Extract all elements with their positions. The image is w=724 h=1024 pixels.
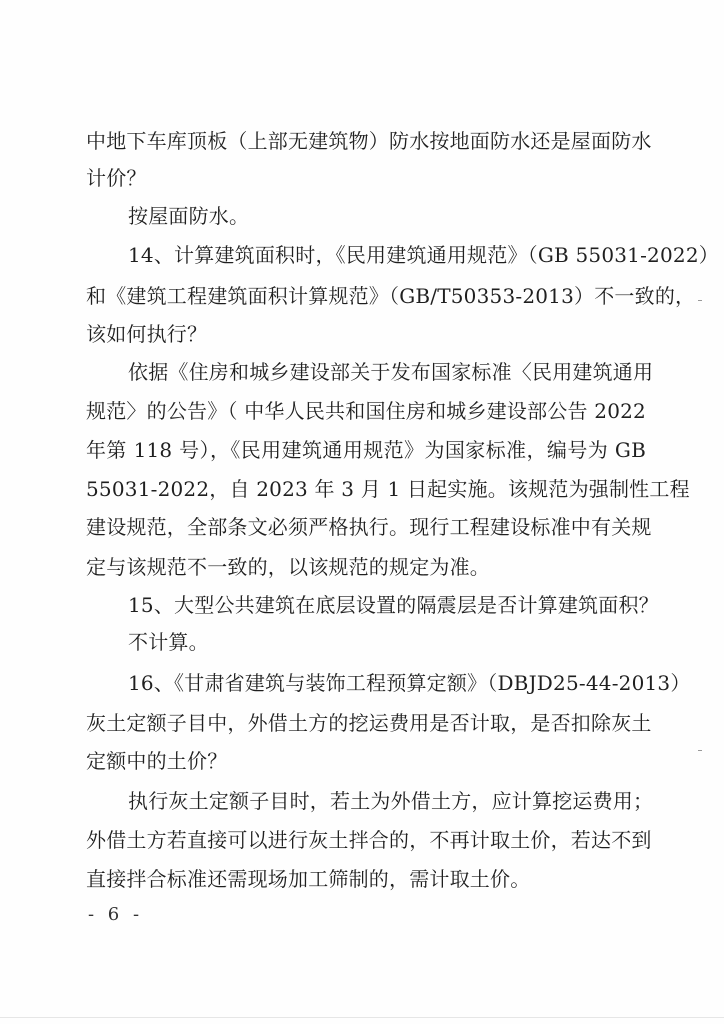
text-line-17: 定额中的土价？: [86, 749, 228, 773]
text-line-10: 55031-2022，自 2023 年 3 月 1 日起实施。该规范为强制性工程: [86, 477, 690, 501]
text-line-4: 14、计算建筑面积时，《民用建筑通用规范》（GB 55031-2022）: [128, 243, 719, 267]
text-line-18: 执行灰土定额子目时，若土为外借土方，应计算挖运费用；: [128, 789, 654, 813]
text-line-2: 计价？: [86, 166, 147, 190]
bottom-edge-line: [0, 1017, 724, 1018]
text-line-8: 规范〉的公告》（ 中华人民共和国住房和城乡建设部公告 2022: [86, 399, 646, 423]
text-line-13: 15、大型公共建筑在底层设置的隔震层是否计算建筑面积？: [128, 593, 659, 617]
text-line-20: 直接拌合标准还需现场加工筛制的，需计取土价。: [86, 867, 531, 891]
text-line-12: 定与该规范不一致的，以该规范的规定为准。: [86, 555, 490, 579]
text-line-3: 按屋面防水。: [128, 204, 250, 228]
text-line-1: 中地下车库顶板（上部无建筑物）防水按地面防水还是屋面防水: [86, 129, 652, 153]
text-line-19: 外借土方若直接可以进行灰土拌合的，不再计取土价，若达不到: [86, 828, 652, 852]
text-line-16: 灰土定额子目中，外借土方的挖运费用是否计取，是否扣除灰土: [86, 711, 652, 735]
text-line-9: 年第 118 号），《民用建筑通用规范》为国家标准，编号为 GB: [86, 438, 646, 462]
text-line-7: 依据《住房和城乡建设部关于发布国家标准〈民用建筑通用: [128, 360, 654, 384]
text-line-11: 建设规范，全部条文必须严格执行。现行工程建设标准中有关规: [86, 515, 652, 539]
page-number: - 6 -: [88, 904, 144, 925]
margin-mark: [698, 750, 702, 751]
text-line-14: 不计算。: [128, 630, 209, 654]
text-line-6: 该如何执行？: [86, 322, 208, 346]
text-line-5: 和《建筑工程建筑面积计算规范》（GB/T50353-2013）不一致的，: [86, 284, 696, 308]
text-line-15: 16、《甘肃省建筑与装饰工程预算定额》（DBJD25-44-2013）: [128, 671, 691, 695]
margin-mark: [698, 300, 702, 301]
